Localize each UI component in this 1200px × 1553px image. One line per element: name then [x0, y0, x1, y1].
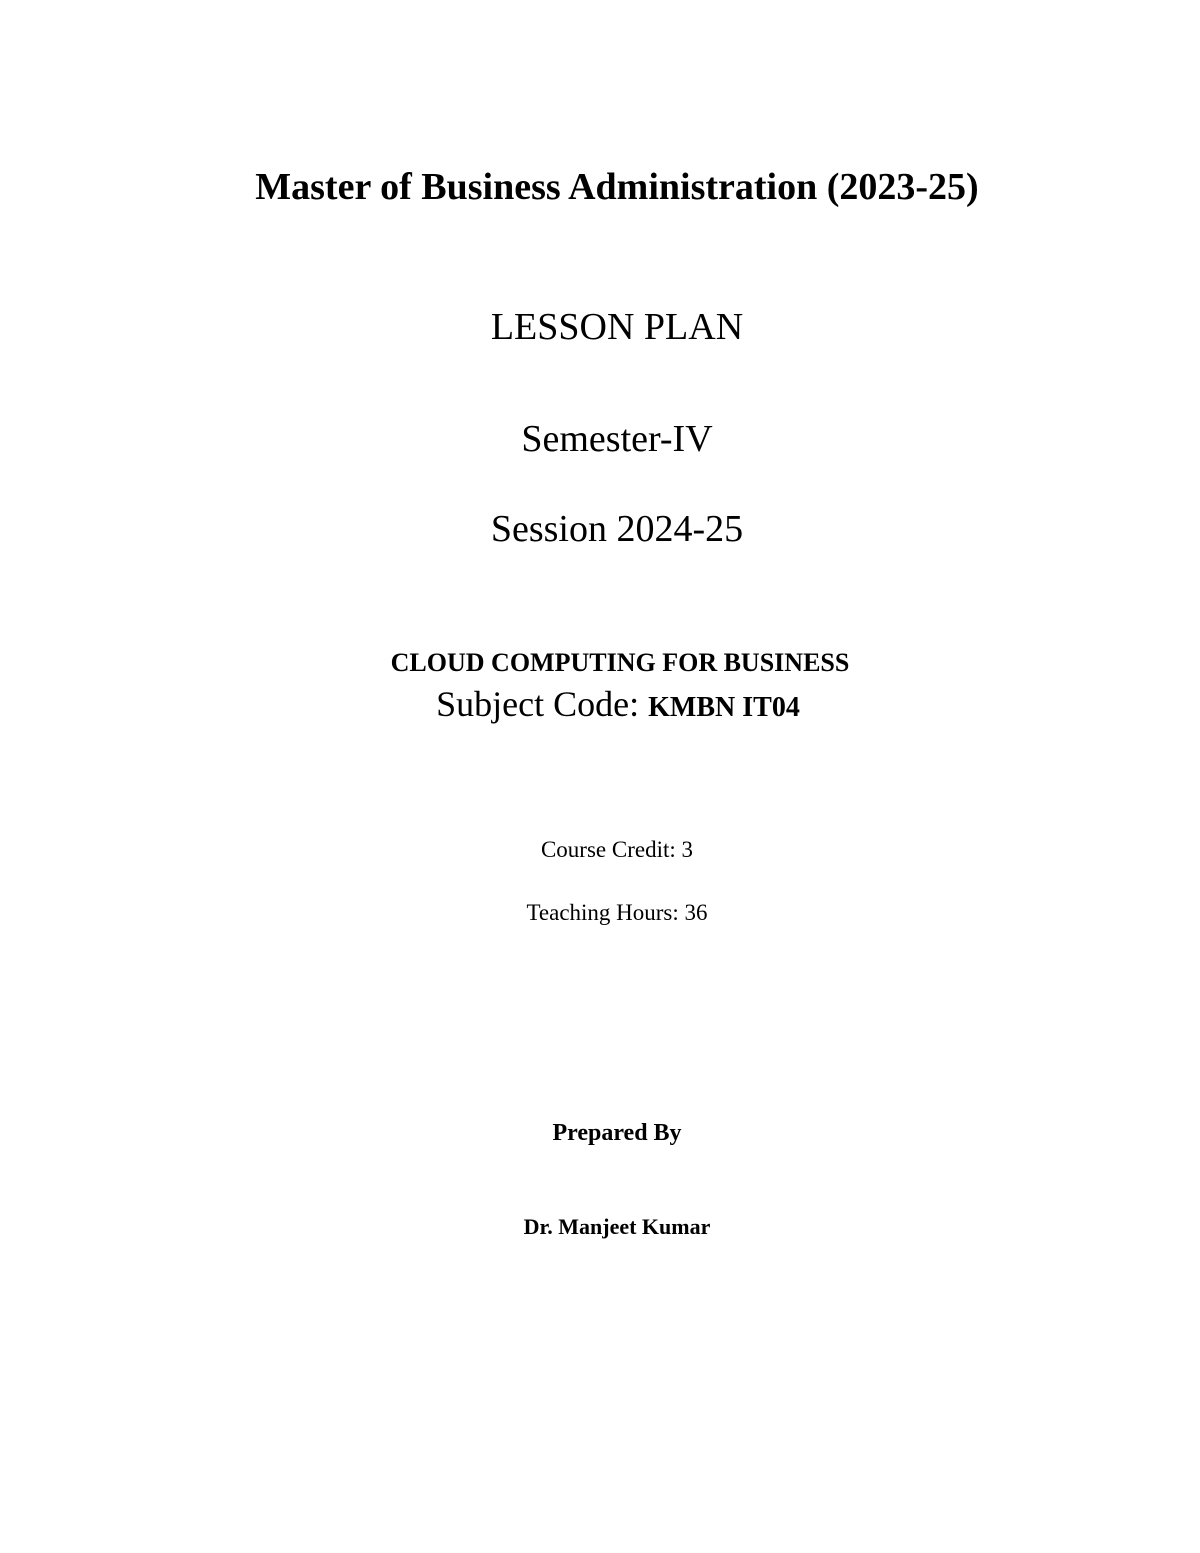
- program-title: Master of Business Administration (2023-25): [255, 166, 979, 208]
- author-name: Dr. Manjeet Kumar: [523, 1214, 711, 1239]
- teaching-hours: Teaching Hours: 36: [526, 900, 708, 925]
- document-type-heading: LESSON PLAN: [490, 306, 744, 348]
- semester-heading: Semester-IV: [521, 418, 713, 460]
- subject-code-label: Subject Code:: [436, 684, 640, 724]
- subject-code-value: KMBN IT04: [648, 692, 800, 723]
- course-credit: Course Credit: 3: [540, 837, 694, 862]
- subject-code-line: [18, 684, 1200, 725]
- session-heading: Session 2024-25: [490, 508, 744, 550]
- prepared-by-label: Prepared By: [552, 1120, 682, 1146]
- subject-name: CLOUD COMPUTING FOR BUSINESS: [390, 648, 850, 677]
